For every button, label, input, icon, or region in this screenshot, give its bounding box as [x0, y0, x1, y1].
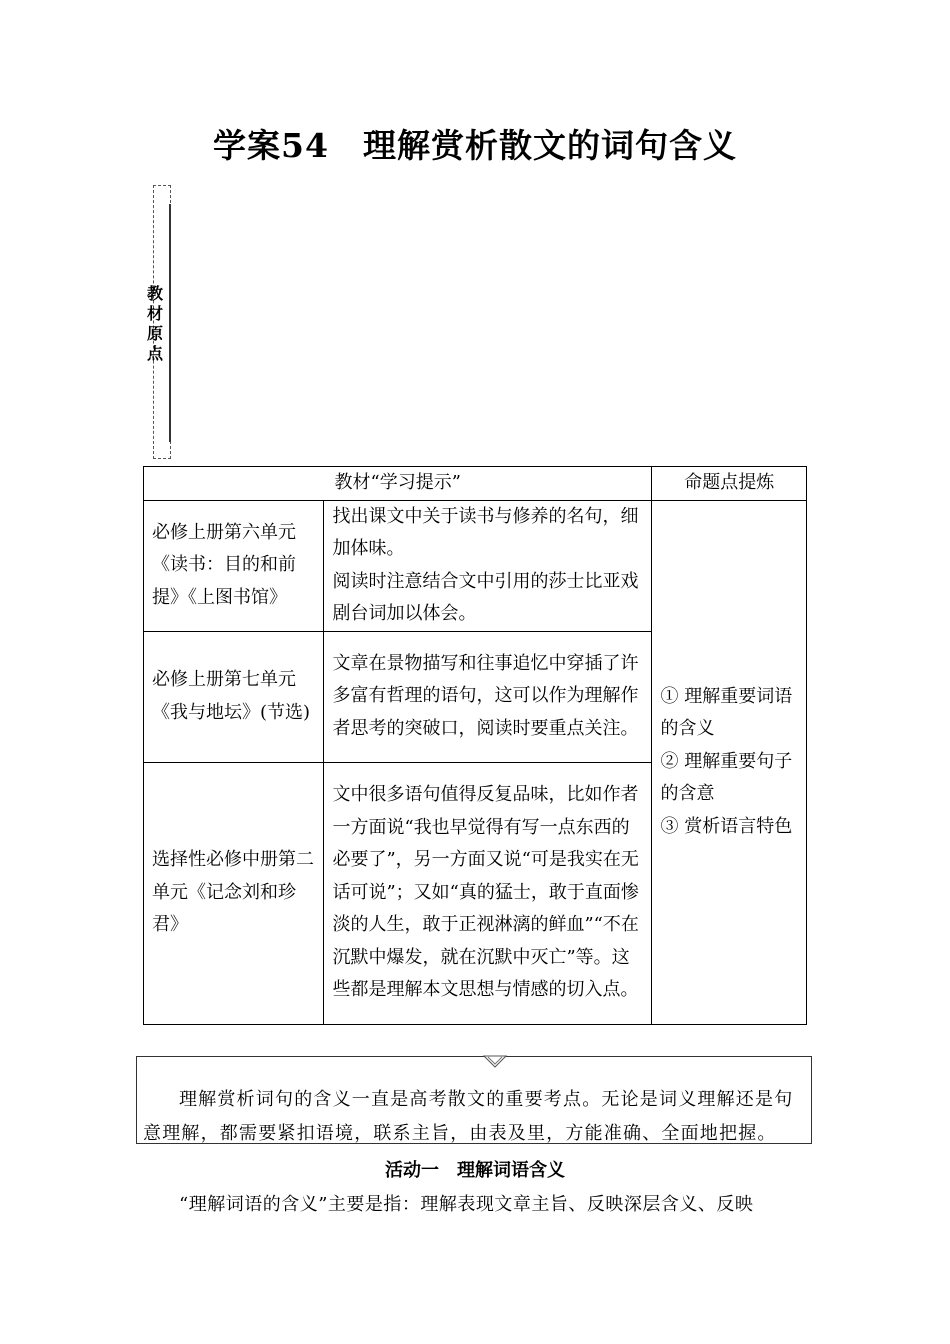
tips-cell — [324, 631, 652, 762]
tip-text: 阅读时注意结合文中引用的莎士比亚戏剧台词加以体会。 — [332, 570, 639, 624]
study-tips-table — [143, 466, 807, 1025]
chevron-down-icon — [483, 1055, 507, 1069]
header-study-tips: 教材“学习提示” — [144, 467, 652, 501]
key-point: ② 理解重要句子的含意 — [660, 750, 793, 805]
intro-box — [136, 1056, 812, 1144]
key-points-cell — [652, 500, 807, 1024]
body-paragraph: “理解词语的含义”主要是指：理解表现文章主旨、反映深层含义、反映 — [179, 1194, 754, 1215]
intro-text: 理解赏析词句的含义一直是高考散文的重要考点。无论是词义理解还是句意理解，都需要紧扣语境，联系主旨，由表及里，方能准确、全面地把握。 — [143, 1089, 794, 1144]
tips-cell — [324, 500, 652, 631]
header-key-points: 命题点提炼 — [652, 467, 807, 501]
tips-cell — [324, 762, 652, 1024]
side-rule — [169, 204, 171, 442]
unit-cell: 必修上册第七单元《我与地坛》(节选) — [144, 631, 324, 762]
table-row — [144, 500, 807, 631]
side-label: 教材原点 — [146, 284, 163, 363]
key-point: ① 理解重要词语的含义 — [660, 685, 793, 740]
section-title: 活动一 理解词语含义 — [385, 1160, 565, 1181]
page-title: 学案54 理解赏析散文的词句含义 — [213, 126, 737, 165]
unit-cell: 必修上册第六单元《读书：目的和前提》《上图书馆》 — [144, 500, 324, 631]
tip-text: 找出课文中关于读书与修养的名句，细加体味。 — [332, 505, 639, 559]
table-header-row — [144, 467, 807, 501]
tip-text: 文中很多语句值得反复品味，比如作者一方面说“我也早觉得有写一点东西的必要了”，另一方面又说“可是我实在无话可说”；又如“真的猛士，敢于直面惨淡的人生，敢于正视淋漓的鲜血”“不在沉默中爆发，就在沉默中灭亡”等。这些都是理解本文思想与情感的切入点。 — [332, 784, 639, 1001]
key-point: ③ 赏析语言特色 — [660, 815, 793, 837]
unit-cell: 选择性必修中册第二单元《记念刘和珍君》 — [144, 762, 324, 1024]
tip-text: 文章在景物描写和往事追忆中穿插了许多富有哲理的语句，这可以作为理解作者思考的突破口，阅读时要重点关注。 — [332, 652, 639, 739]
